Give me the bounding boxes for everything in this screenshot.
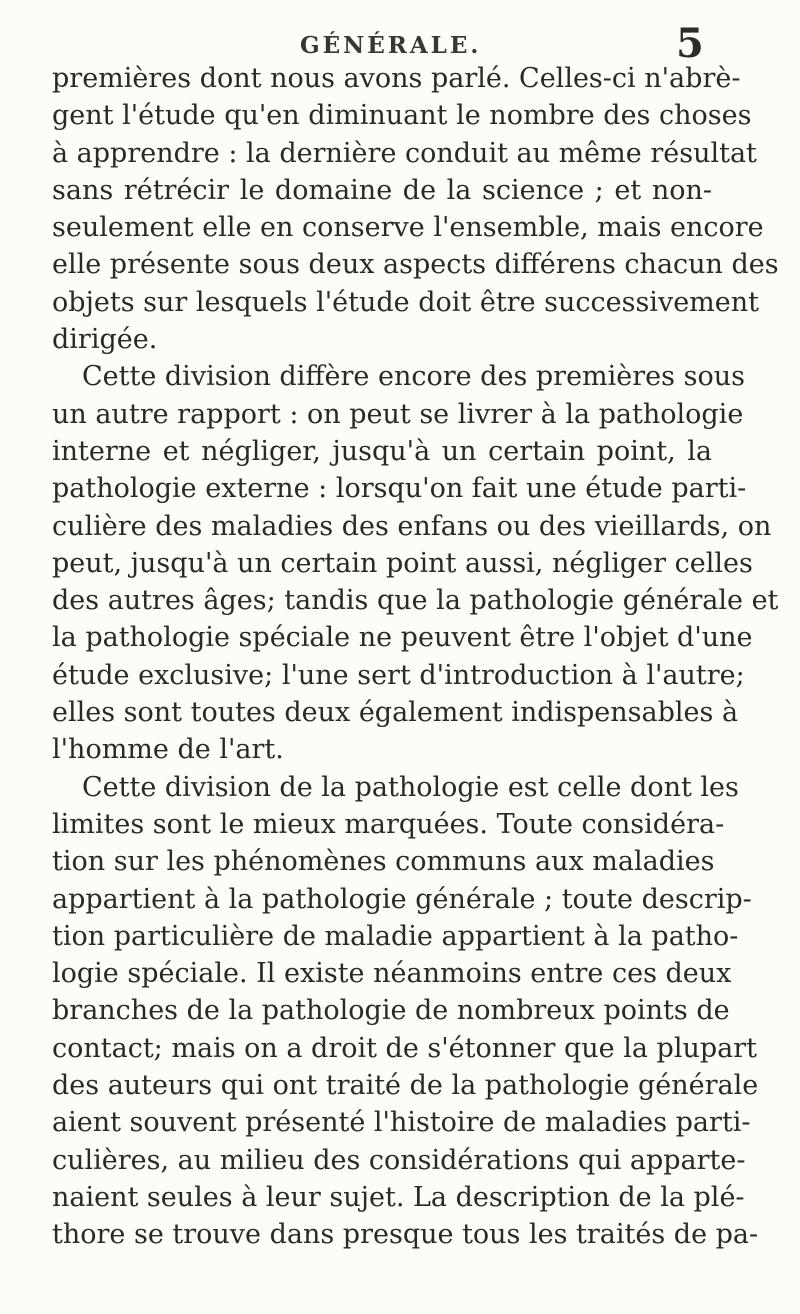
- text-line: limites sont le mieux marquées. Toute considéra-: [52, 808, 725, 840]
- text-line: interne et négliger, jusqu'à un certain point, la: [52, 435, 712, 467]
- paragraph-start-line: Cette division de la pathologie est celle dont les: [82, 771, 739, 803]
- text-line: thore se trouve dans presque tous les traités de pa-: [52, 1219, 759, 1251]
- body-text: [52, 60, 779, 1254]
- text-line: culières, au milieu des considérations qui apparte-: [52, 1144, 746, 1176]
- text-line: étude exclusive; l'une sert d'introduction à l'autre;: [52, 659, 745, 691]
- text-line: naient seules à leur sujet. La description de la plé-: [52, 1181, 745, 1213]
- text-line: la pathologie spéciale ne peuvent être l'objet d'une: [52, 622, 753, 654]
- text-line: des autres âges; tandis que la pathologie générale et: [52, 585, 779, 617]
- text-line: peut, jusqu'à un certain point aussi, négliger celles: [52, 547, 753, 579]
- text-line: sans rétrécir le domaine de la science ; et non-: [52, 174, 712, 206]
- text-line: seulement elle en conserve l'ensemble, mais encore: [52, 212, 764, 244]
- text-line: à apprendre : la dernière conduit au même résultat: [52, 137, 757, 169]
- text-line: tion particulière de maladie appartient à la patho-: [52, 920, 739, 952]
- text-line: elles sont toutes deux également indispensables à: [52, 697, 739, 729]
- text-line: aient souvent présenté l'histoire de maladies parti-: [52, 1107, 751, 1139]
- text-line: contact; mais on a droit de s'étonner que la plupart: [52, 1032, 758, 1064]
- text-line: appartient à la pathologie générale ; toute descrip-: [52, 883, 752, 915]
- text-line: pathologie externe : lorsqu'on fait une étude parti-: [52, 473, 747, 505]
- page-number: 5: [676, 20, 704, 67]
- text-line: des auteurs qui ont traité de la pathologie générale: [52, 1070, 759, 1102]
- text-line: gent l'étude qu'en diminuant le nombre des choses: [52, 100, 752, 132]
- text-line: logie spéciale. Il existe néanmoins entre ces deux: [52, 958, 732, 990]
- text-line: dirigée.: [52, 324, 158, 356]
- text-line: un autre rapport : on peut se livrer à la pathologie: [52, 398, 744, 430]
- text-line: tion sur les phénomènes communs aux maladies: [52, 846, 715, 878]
- text-line: branches de la pathologie de nombreux points de: [52, 995, 730, 1027]
- text-line: premières dont nous avons parlé. Celles-ci n'abrè-: [52, 63, 741, 94]
- text-line: culière des maladies des enfans ou des vieillards, on: [52, 510, 772, 542]
- text-line: elle présente sous deux aspects différens chacun des: [52, 249, 779, 281]
- text-line: l'homme de l'art.: [52, 734, 284, 766]
- text-line: objets sur lesquels l'étude doit être successivement: [52, 286, 759, 318]
- paragraph-start-line: Cette division diffère encore des premières sous: [82, 361, 745, 393]
- running-head: GÉNÉRALE.: [300, 32, 482, 59]
